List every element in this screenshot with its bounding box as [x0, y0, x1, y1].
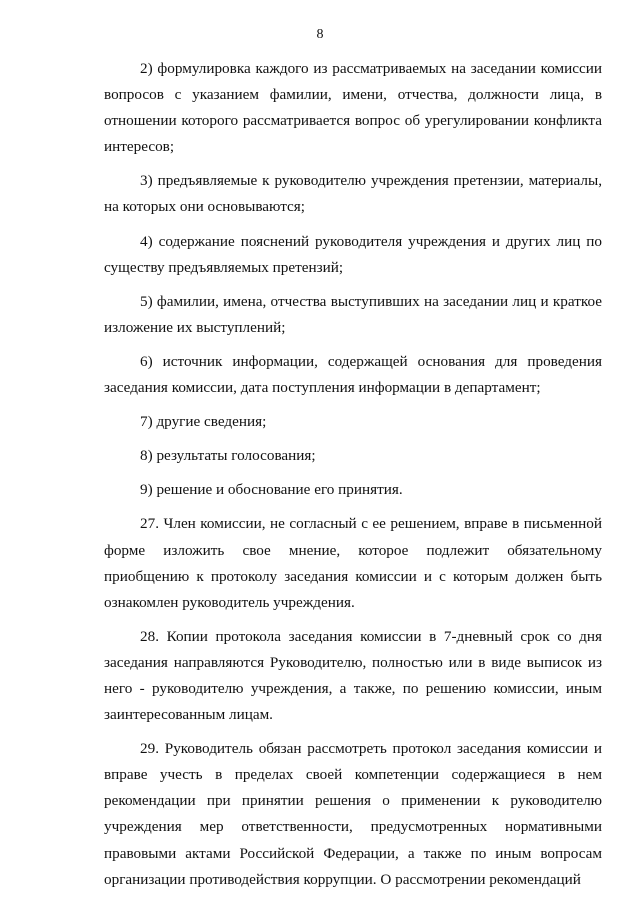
paragraph-item-4: 4) содержание пояснений руководителя учреждения и других лиц по существу предъявляемых претензий;: [104, 232, 602, 276]
document-body: [104, 56, 602, 893]
paragraph-item-5: 5) фамилии, имена, отчества выступивших на заседании лиц и краткое изложение их выступлений;: [104, 292, 602, 336]
paragraph-item-9: 9) решение и обоснование его принятия.: [140, 481, 403, 499]
paragraph-clause-28: 28. Копии протокола заседания комиссии в 7-дневный срок со дня заседания направляются Руководителю, полностью или в виде выписок из него - руководителю учреждения, а также, по решению комиссии, иным заинтересованным лицам.: [104, 627, 602, 724]
page-number: 8: [316, 27, 324, 42]
paragraph-item-8: 8) результаты голосования;: [140, 447, 316, 465]
paragraph-clause-27: 27. Член комиссии, не согласный с ее решением, вправе в письменной форме изложить свое мнение, которое подлежит обязательному приобщению к протоколу заседания комиссии и с которым должен быть ознакомлен руководитель учреждения.: [104, 515, 602, 611]
paragraph-clause-29: 29. Руководитель обязан рассмотреть протокол заседания комиссии и вправе учесть в пределах своей компетенции содержащиеся в нем рекомендации при принятии решения о применении к руководителю учреждения мер ответственности, предусмотренных нормативными правовыми актами Российской Федерации, а также по иным вопросам организации противодействия коррупции. О рассмотрении рекомендаций: [104, 740, 602, 888]
paragraph-item-2: 2) формулировка каждого из рассматриваемых на заседании комиссии вопросов с указанием фамилии, имени, отчества, должности лица, в отношении которого рассматривается вопрос об урегулировании конфликта интересов;: [104, 60, 602, 156]
paragraph-item-7: 7) другие сведения;: [140, 413, 267, 431]
paragraph-item-6: 6) источник информации, содержащей основания для проведения заседания комиссии, дата поступления информации в департамент;: [104, 352, 602, 397]
paragraph-item-3: 3) предъявляемые к руководителю учреждения претензии, материалы, на которых они основываются;: [104, 172, 602, 216]
